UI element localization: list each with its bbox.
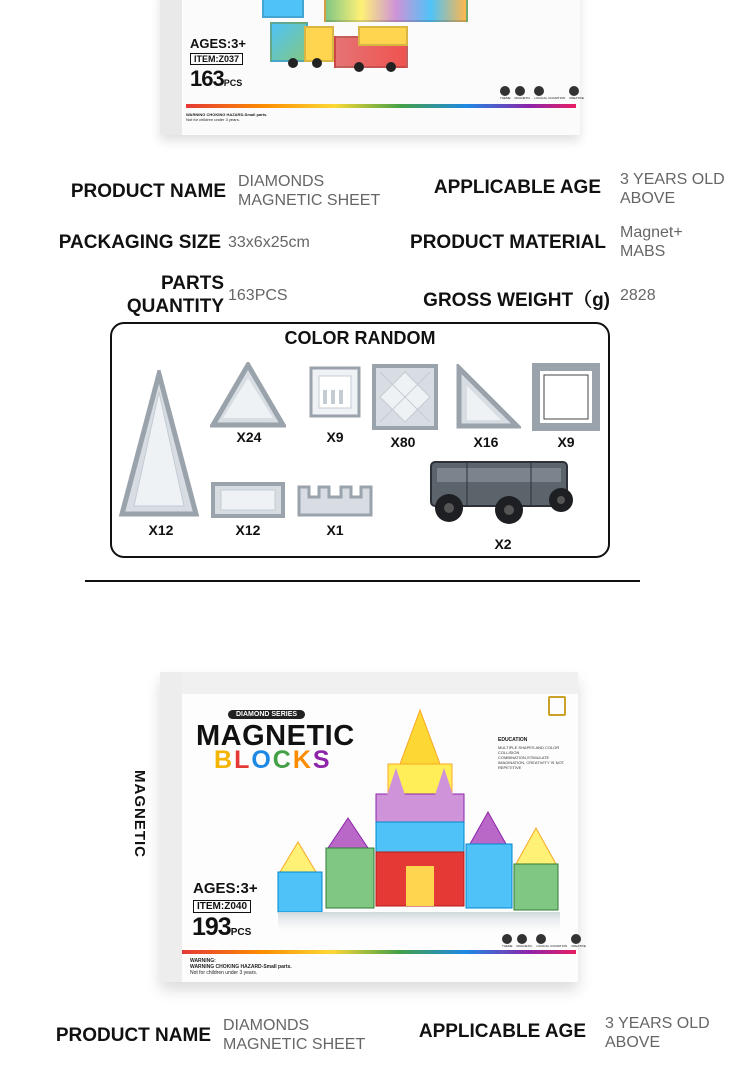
bottom-box-side-title: MAGNETIC	[131, 770, 148, 858]
parts-quantity-label	[127, 272, 224, 318]
bottom-product-name-line2: MAGNETIC SHEET	[223, 1036, 366, 1053]
bottom-product-name-line1: DIAMONDS	[223, 1017, 310, 1034]
gross-weight-value: 2828	[620, 287, 656, 304]
top-warning-text: WARNING CHOKING HAZARD-Small parts.	[186, 112, 268, 117]
packaging-size-label: PACKAGING SIZE	[58, 232, 221, 253]
bottom-product-name-label: PRODUCT NAME	[55, 1025, 211, 1046]
top-icon-label-4: CREATIVE	[569, 96, 584, 100]
top-icon-label-2: MAGNETIC	[514, 96, 531, 100]
product-name-line1: DIAMONDS	[238, 173, 325, 190]
top-ages-label: AGES:3+	[190, 36, 246, 51]
blocks-letter: K	[292, 746, 313, 774]
bottom-warning	[190, 958, 370, 976]
bottom-applicable-age-value	[605, 1014, 710, 1052]
top-warning	[186, 112, 366, 122]
bottom-box-side	[160, 672, 182, 982]
bottom-pcs-count	[192, 913, 251, 942]
rectangle-piece	[211, 482, 285, 518]
equilateral-triangle-piece	[210, 362, 286, 428]
section-divider	[85, 580, 640, 582]
diamond-square-qty: X80	[390, 434, 416, 450]
gate-piece-qty: X1	[326, 522, 344, 538]
parts-quantity-value: 163PCS	[228, 287, 288, 304]
blocks-letter: B	[214, 746, 235, 774]
brain-icon	[536, 934, 546, 944]
bottom-warning-text: WARNING CHOKING HAZARD-Small parts.	[190, 964, 292, 970]
magnet-icon	[517, 934, 527, 944]
gross-weight-label: GROSS WEIGHT（g)	[423, 290, 610, 311]
bottom-icon-label-4: CREATIVE	[571, 944, 586, 948]
blocks-letter: O	[251, 746, 273, 774]
product-material-label: PRODUCT MATERIAL	[410, 232, 606, 253]
blocks-letter: L	[234, 746, 252, 774]
packaging-size-value: 33x6x25cm	[228, 234, 310, 251]
education-text: MULTIPLE SHAPES AND COLOR COLLISION COMBINATION,STIMULATE IMAGINATION, CREATIVITY IS NOT REPETITIVE	[498, 745, 564, 770]
top-pcs-number: 163	[190, 66, 224, 91]
top-icon-label-3: LOGICAL COGNITION	[534, 96, 566, 100]
blocks-letter: S	[312, 746, 332, 774]
product-material-value	[620, 223, 683, 261]
wheel-base-qty: X2	[494, 536, 512, 552]
top-pcs-unit: PCS	[223, 78, 243, 88]
magnetic-title: MAGNETIC	[196, 720, 355, 752]
bottom-feature-icons	[502, 934, 586, 948]
top-item-label: ITEM:Z037	[190, 53, 243, 65]
blocks-letter: C	[272, 746, 293, 774]
bottom-applicable-age-label: APPLICABLE AGE	[418, 1021, 586, 1042]
top-icon-label-1: THEME	[500, 96, 511, 100]
hollow-square-piece	[532, 363, 600, 431]
castle-illustration	[268, 708, 568, 940]
applicable-age-line1: 3 YEARS OLD	[620, 171, 725, 188]
parts-label-line2: QUANTITY	[126, 296, 224, 317]
window-square-piece	[309, 366, 361, 418]
bottom-warning-label: WARNING:	[190, 958, 216, 964]
color-random-title: COLOR RANDOM	[284, 328, 436, 348]
creative-icon	[569, 86, 579, 96]
bottom-applicable-age-line1: 3 YEARS OLD	[605, 1015, 710, 1032]
right-triangle-qty: X16	[473, 434, 499, 450]
top-warning-sub: Not for children under 3 years.	[186, 117, 240, 122]
brain-icon	[534, 86, 544, 96]
rectangle-qty: X12	[235, 522, 261, 538]
bottom-product-name-value	[223, 1016, 365, 1054]
bottom-pcs-number: 193	[192, 913, 231, 941]
top-pcs-count	[190, 66, 242, 92]
theme-icon	[500, 86, 510, 96]
wheel-base-piece	[427, 456, 575, 528]
bottom-icon-label-2: MAGNETIC	[516, 944, 533, 948]
top-box-side	[160, 0, 182, 135]
bottom-applicable-age-line2: ABOVE	[605, 1034, 661, 1051]
window-square-qty: X9	[326, 429, 344, 445]
applicable-age-line2: ABOVE	[620, 190, 676, 207]
product-name-value	[238, 172, 380, 210]
gate-piece	[297, 483, 373, 517]
hollow-square-qty: X9	[557, 434, 575, 450]
top-feature-icons	[500, 86, 584, 100]
top-box-blocks-illustration	[262, 0, 472, 76]
product-material-line1: Magnet+	[620, 224, 683, 241]
bottom-box-top-flap	[160, 672, 578, 694]
bottom-item-label: ITEM:Z040	[193, 900, 251, 913]
right-triangle-piece	[455, 364, 521, 430]
equilateral-triangle-qty: X24	[236, 429, 262, 445]
magnet-icon	[515, 86, 525, 96]
bottom-pcs-unit: PCS	[230, 927, 252, 938]
creative-icon	[571, 934, 581, 944]
applicable-age-value	[620, 170, 725, 208]
education-heading: EDUCATION	[498, 737, 528, 743]
product-name-label: PRODUCT NAME	[70, 181, 226, 202]
product-material-line2: MABS	[620, 243, 666, 260]
bottom-warning-sub: Not for children under 3 years.	[190, 970, 258, 976]
bottom-rainbow-stripe	[182, 950, 576, 954]
diamond-series-badge: DIAMOND SERIES	[228, 710, 305, 719]
parts-label-line1: PARTS	[161, 273, 224, 294]
top-rainbow-stripe	[186, 104, 576, 108]
tall-triangle-qty: X12	[148, 522, 174, 538]
product-name-line2: MAGNETIC SHEET	[238, 192, 381, 209]
theme-icon	[502, 934, 512, 944]
bottom-icon-label-3: LOGICAL COGNITION	[536, 944, 568, 948]
bottom-ages-label: AGES:3+	[193, 880, 258, 897]
bottom-icon-label-1: THEME	[502, 944, 513, 948]
tall-triangle-piece	[118, 370, 200, 518]
diamond-square-piece	[372, 364, 438, 430]
applicable-age-label: APPLICABLE AGE	[433, 177, 601, 198]
